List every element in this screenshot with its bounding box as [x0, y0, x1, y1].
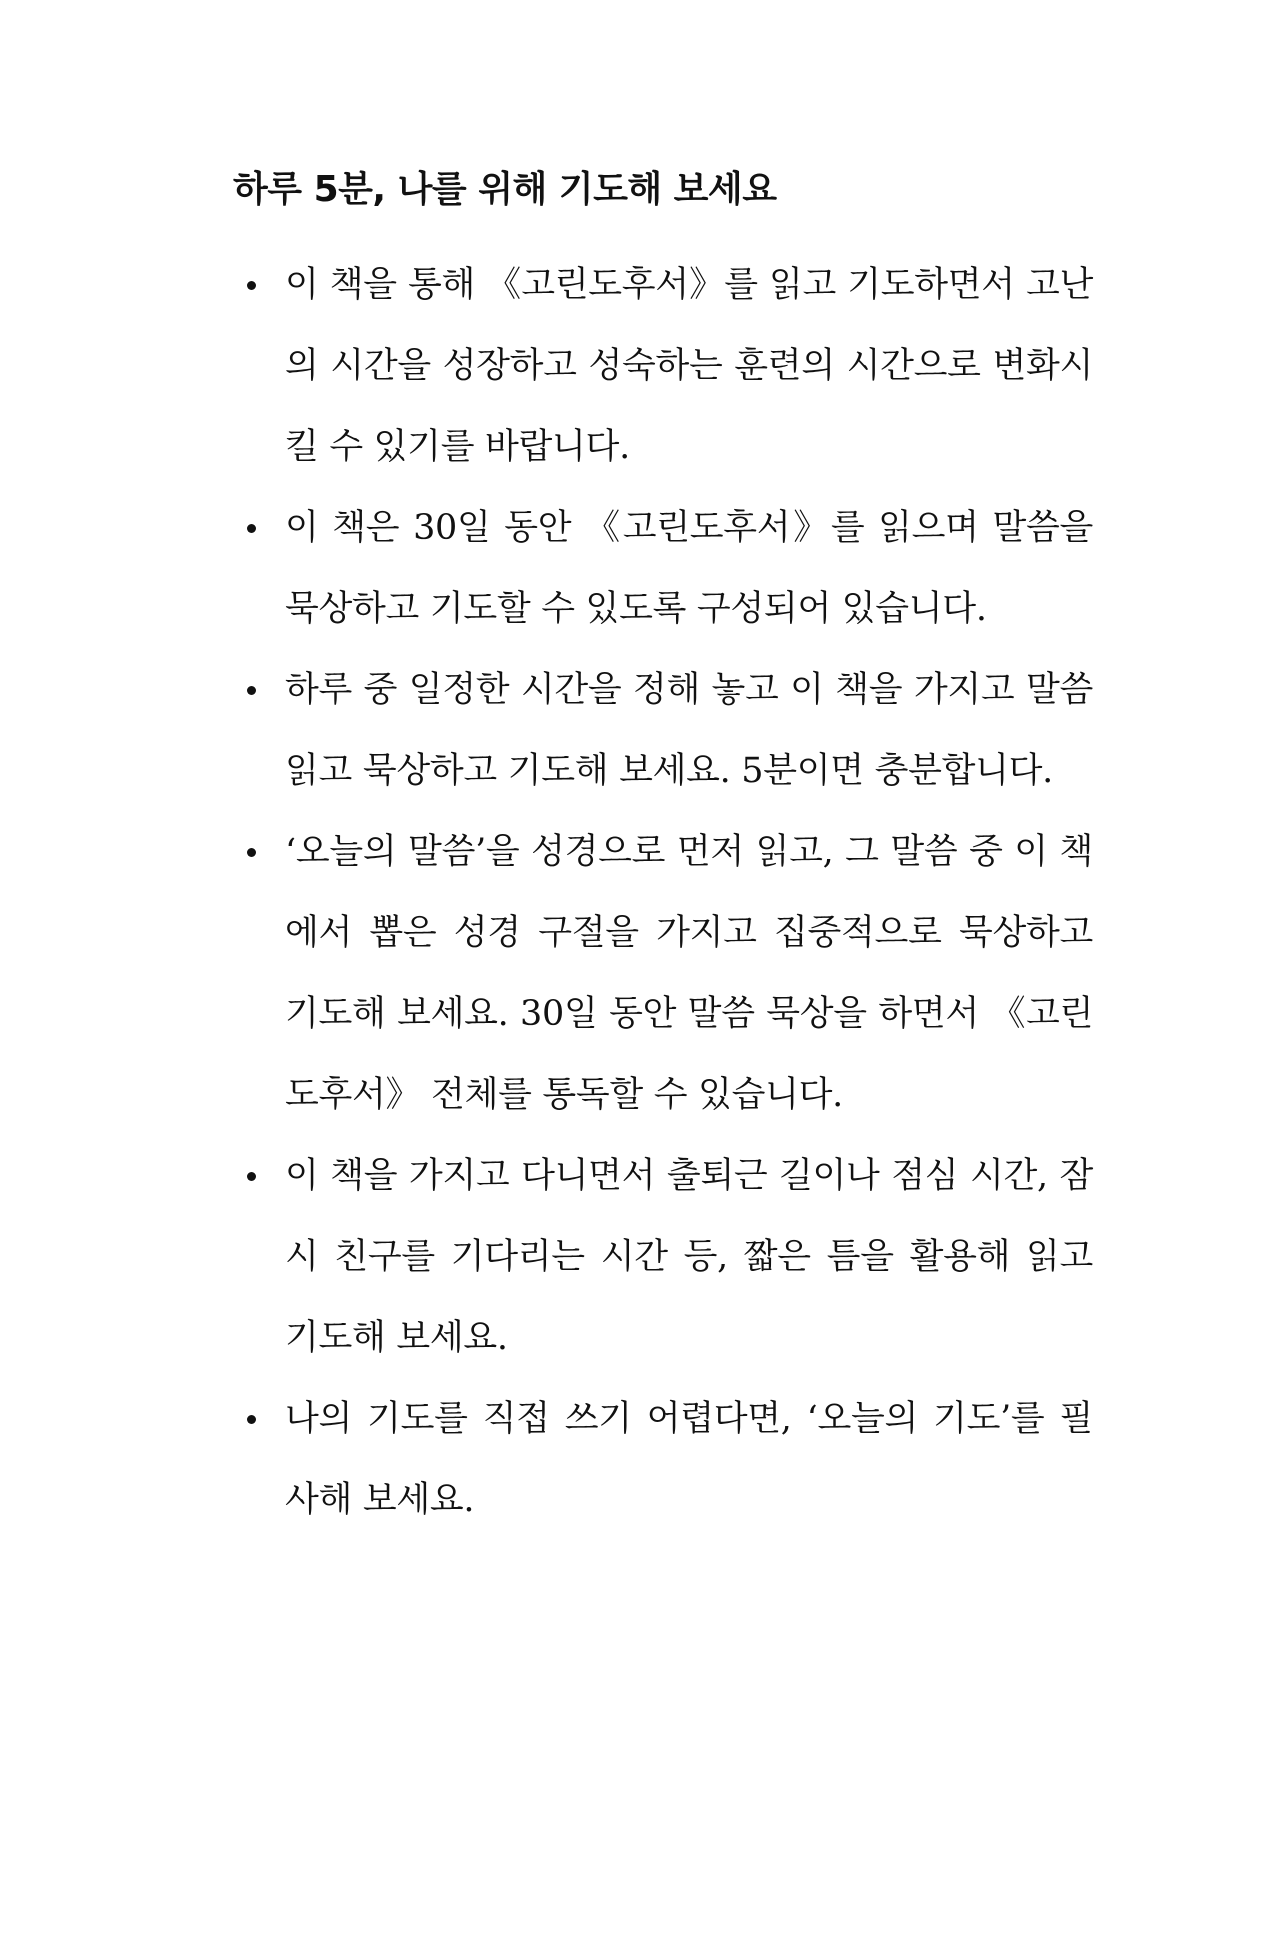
list-item-text: 하루 중 일정한 시간을 정해 놓고 이 책을 가지고 말씀 읽고 묵상하고 기도해 보세요. 5분이면 충분합니다.	[285, 670, 1093, 791]
bullet-list	[233, 245, 1093, 1541]
list-item	[233, 1379, 1093, 1541]
list-item-text: 이 책은 30일 동안 《고린도후서》를 읽으며 말씀을 묵상하고 기도할 수 있도록 구성되어 있습니다.	[285, 508, 1093, 629]
bullet-icon	[247, 686, 256, 695]
bullet-icon	[247, 1415, 256, 1424]
list-item-text: ‘오늘의 말씀’을 성경으로 먼저 읽고, 그 말씀 중 이 책에서 뽑은 성경 구절을 가지고 집중적으로 묵상하고 기도해 보세요. 30일 동안 말씀 묵상을 하면서 《고린도후서》 전체를 통독할 수 있습니다.	[285, 832, 1093, 1115]
list-item	[233, 245, 1093, 488]
list-item-text: 이 책을 통해 《고린도후서》를 읽고 기도하면서 고난의 시간을 성장하고 성숙하는 훈련의 시간으로 변화시킬 수 있기를 바랍니다.	[285, 265, 1093, 467]
list-item	[233, 650, 1093, 812]
list-item	[233, 488, 1093, 650]
list-item	[233, 812, 1093, 1136]
bullet-icon	[247, 281, 256, 290]
list-item-text: 이 책을 가지고 다니면서 출퇴근 길이나 점심 시간, 잠시 친구를 기다리는 시간 등, 짧은 틈을 활용해 읽고 기도해 보세요.	[285, 1156, 1093, 1358]
bullet-icon	[247, 1172, 256, 1181]
list-item	[233, 1136, 1093, 1379]
list-item-text: 나의 기도를 직접 쓰기 어렵다면, ‘오늘의 기도’를 필사해 보세요.	[285, 1399, 1093, 1520]
bullet-icon	[247, 524, 256, 533]
page-title: 하루 5분, 나를 위해 기도해 보세요	[233, 169, 777, 210]
bullet-icon	[247, 848, 256, 857]
